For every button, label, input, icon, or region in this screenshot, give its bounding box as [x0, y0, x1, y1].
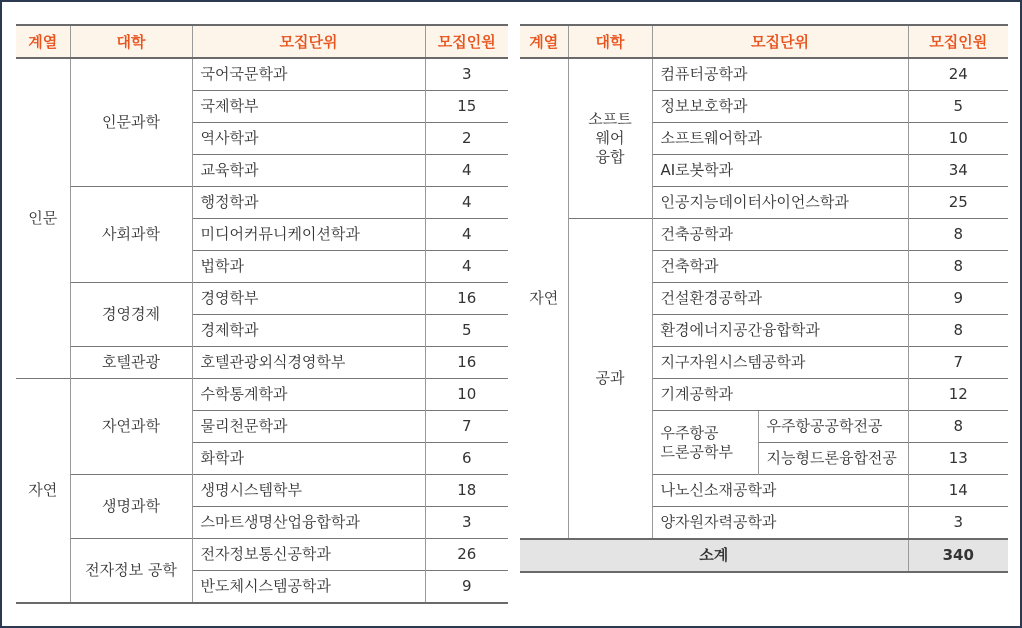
- count-cell: 10: [425, 379, 508, 411]
- unit-cell: 소프트웨어학과: [652, 123, 908, 155]
- header-count: 모집인원: [425, 25, 508, 58]
- college-engineering: 공과: [568, 219, 652, 540]
- unit-cell: 건축공학과: [652, 219, 908, 251]
- unit-cell: 반도체시스템공학과: [192, 571, 425, 604]
- unit-cell: 행정학과: [192, 187, 425, 219]
- college-software-line: 융합: [595, 147, 625, 166]
- unit-cell: 환경에너지공간융합학과: [652, 315, 908, 347]
- unit-cell: 호텔관광외식경영학부: [192, 347, 425, 379]
- unit-cell: 인공지능데이터사이언스학과: [652, 187, 908, 219]
- count-cell: 4: [425, 219, 508, 251]
- count-cell: 4: [425, 251, 508, 283]
- count-cell: 8: [908, 219, 1008, 251]
- unit-cell: 지구자원시스템공학과: [652, 347, 908, 379]
- header-count: 모집인원: [908, 25, 1008, 58]
- aerospace-school-line: 드론공학부: [660, 442, 733, 461]
- unit-cell: 전자정보통신공학과: [192, 539, 425, 571]
- count-cell: 4: [425, 187, 508, 219]
- unit-cell: 기계공학과: [652, 379, 908, 411]
- unit-cell: 국제학부: [192, 91, 425, 123]
- count-cell: 3: [425, 58, 508, 91]
- count-cell: 34: [908, 155, 1008, 187]
- subtotal-label: 소계: [520, 539, 908, 572]
- header-college: 대학: [568, 25, 652, 58]
- count-cell: 13: [908, 443, 1008, 475]
- count-cell: 25: [908, 187, 1008, 219]
- table-row: [520, 219, 1008, 251]
- count-cell: 18: [425, 475, 508, 507]
- table-header-row: [16, 25, 508, 58]
- unit-cell: 경영학부: [192, 283, 425, 315]
- count-cell: 9: [908, 283, 1008, 315]
- unit-cell: 양자원자력공학과: [652, 507, 908, 540]
- count-cell: 16: [425, 283, 508, 315]
- unit-cell: 컴퓨터공학과: [652, 58, 908, 91]
- unit-cell: 미디어커뮤니케이션학과: [192, 219, 425, 251]
- unit-cell: 스마트생명산업융합학과: [192, 507, 425, 539]
- count-cell: 16: [425, 347, 508, 379]
- unit-cell: 지능형드론융합전공: [758, 443, 908, 475]
- college-natsci: 자연과학: [70, 379, 192, 475]
- unit-cell: 국어국문학과: [192, 58, 425, 91]
- header-series: 계열: [16, 25, 70, 58]
- unit-cell: 교육학과: [192, 155, 425, 187]
- unit-cell: 물리천문학과: [192, 411, 425, 443]
- unit-cell: 수학통계학과: [192, 379, 425, 411]
- table-row: [16, 379, 508, 411]
- header-unit: 모집단위: [192, 25, 425, 58]
- table-row: [16, 475, 508, 507]
- unit-cell: 생명시스템학부: [192, 475, 425, 507]
- college-hotel: 호텔관광: [70, 347, 192, 379]
- subtotal-value: 340: [908, 539, 1008, 572]
- aerospace-school: [652, 411, 758, 475]
- college-software-line: 소프트: [588, 110, 632, 129]
- count-cell: 14: [908, 475, 1008, 507]
- header-unit: 모집단위: [652, 25, 908, 58]
- unit-cell: 건축학과: [652, 251, 908, 283]
- count-cell: 3: [908, 507, 1008, 540]
- unit-cell: 건설환경공학과: [652, 283, 908, 315]
- aerospace-school-line: 우주항공: [660, 423, 719, 442]
- table-row: [16, 539, 508, 571]
- count-cell: 4: [425, 155, 508, 187]
- right-admissions-table: [520, 24, 1008, 573]
- unit-cell: 나노신소재공학과: [652, 475, 908, 507]
- count-cell: 3: [425, 507, 508, 539]
- unit-cell: 우주항공공학전공: [758, 411, 908, 443]
- count-cell: 5: [425, 315, 508, 347]
- count-cell: 6: [425, 443, 508, 475]
- count-cell: 8: [908, 251, 1008, 283]
- unit-cell: 화학과: [192, 443, 425, 475]
- table-row: [16, 58, 508, 91]
- count-cell: 24: [908, 58, 1008, 91]
- unit-cell: AI로봇학과: [652, 155, 908, 187]
- unit-cell: 법학과: [192, 251, 425, 283]
- count-cell: 7: [908, 347, 1008, 379]
- count-cell: 15: [425, 91, 508, 123]
- count-cell: 26: [425, 539, 508, 571]
- count-cell: 12: [908, 379, 1008, 411]
- unit-cell: 정보보호학과: [652, 91, 908, 123]
- college-elec: 전자정보 공학: [70, 539, 192, 604]
- header-series: 계열: [520, 25, 568, 58]
- count-cell: 7: [425, 411, 508, 443]
- count-cell: 8: [908, 411, 1008, 443]
- college-software-line: 웨어: [595, 129, 625, 148]
- college-business: 경영경제: [70, 283, 192, 347]
- left-admissions-table: [16, 24, 508, 604]
- subtotal-row: [520, 539, 1008, 572]
- table-row: [16, 283, 508, 315]
- college-social: 사회과학: [70, 187, 192, 283]
- table-row: [16, 347, 508, 379]
- header-college: 대학: [70, 25, 192, 58]
- college-humanities: 인문과학: [70, 58, 192, 187]
- unit-cell: 역사학과: [192, 123, 425, 155]
- table-row: [16, 187, 508, 219]
- table-row: [520, 58, 1008, 91]
- series-nature: 자연: [520, 58, 568, 539]
- table-header-row: [520, 25, 1008, 58]
- count-cell: 5: [908, 91, 1008, 123]
- count-cell: 10: [908, 123, 1008, 155]
- college-life: 생명과학: [70, 475, 192, 539]
- series-nature: 자연: [16, 379, 70, 604]
- count-cell: 8: [908, 315, 1008, 347]
- count-cell: 2: [425, 123, 508, 155]
- count-cell: 9: [425, 571, 508, 604]
- series-humanities: 인문: [16, 58, 70, 379]
- college-software: [568, 58, 652, 219]
- unit-cell: 경제학과: [192, 315, 425, 347]
